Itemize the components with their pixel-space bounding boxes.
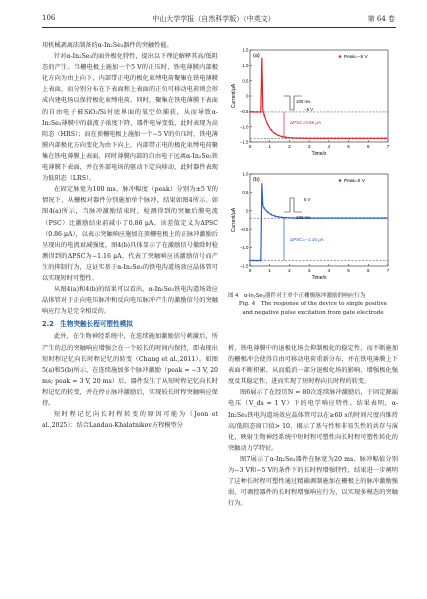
data-point bbox=[377, 137, 379, 139]
data-point bbox=[359, 217, 361, 219]
data-point bbox=[263, 114, 265, 116]
series-line bbox=[250, 183, 388, 260]
data-point bbox=[317, 137, 319, 139]
data-point bbox=[313, 217, 315, 219]
y-tick-label: −1.0 bbox=[239, 124, 249, 130]
data-point bbox=[299, 137, 301, 139]
y-axis-label: Current/μA bbox=[231, 83, 237, 109]
caption-english-line2: and negative pulse excitation from gate electrode bbox=[242, 309, 384, 316]
data-point bbox=[363, 137, 365, 139]
legend-marker bbox=[339, 55, 342, 58]
right-column bbox=[228, 343, 398, 509]
legend-label: Peak=5 V bbox=[344, 179, 365, 184]
data-point bbox=[373, 217, 375, 219]
x-tick-label: 0 bbox=[248, 144, 252, 149]
volume-label: 第 64 卷 bbox=[367, 15, 395, 23]
y-tick-label: −1.5 bbox=[239, 139, 249, 145]
data-point bbox=[327, 217, 329, 219]
y-axis-label: Current/μA bbox=[231, 207, 237, 233]
data-point bbox=[270, 214, 272, 216]
plot-frame bbox=[250, 50, 388, 142]
data-point bbox=[324, 217, 326, 219]
panel-label: (a) bbox=[253, 53, 260, 59]
data-point bbox=[352, 217, 354, 219]
data-point bbox=[313, 137, 315, 139]
data-point bbox=[331, 217, 333, 219]
data-point bbox=[352, 137, 354, 139]
data-point bbox=[281, 216, 283, 218]
y-tick-label: −0.5 bbox=[239, 108, 249, 114]
figure-4 bbox=[228, 42, 398, 290]
data-point bbox=[359, 137, 361, 139]
body-paragraph: 图6展示了在经历N = 80次连续脉冲激励后，于固定源漏电压（V_ds = 1 V）下的电学响应特性。结果表明，α-In₂Se₃铁电沟道场效应晶体管可以在≥60 s的时间尺度内维持高/低阻态窗口值> 10，揭示了基与性和非易失性的共存与演化，映射生物神经系统中短时程可塑性向长时程可塑性转化的突触动力学特征。 bbox=[228, 389, 398, 452]
data-point bbox=[320, 137, 322, 139]
data-point bbox=[274, 132, 276, 134]
data-point bbox=[249, 111, 251, 113]
delta-psc-annotation: ΔPSC=0.86 μA bbox=[290, 120, 322, 125]
data-point bbox=[331, 137, 333, 139]
data-point bbox=[260, 111, 262, 113]
data-point bbox=[267, 124, 269, 126]
y-tick-label: 1.0 bbox=[242, 62, 249, 68]
section-heading: 2.2 生物突触长程可塑性模拟 bbox=[42, 320, 133, 329]
data-point bbox=[334, 137, 336, 139]
y-tick-label: −1.5 bbox=[239, 263, 249, 269]
data-point bbox=[263, 207, 265, 209]
x-tick-label: 7 bbox=[386, 144, 390, 149]
body-paragraph: 图7展示了α-In₂Se₃器件在脉宽为20 ms、脉冲幅值分别为−3 V和−5 V的条件下的长时程增强特性，结果进一步阐明了这种长时程可塑性通过精确调制施加在栅极上的脉冲激励强弱，可调控器件的长时程增强响应行为，以实现多模态的突触行为。 bbox=[228, 455, 398, 508]
delta-psc-annotation: ΔPSC=−1.16 μA bbox=[290, 237, 324, 242]
data-point bbox=[249, 260, 251, 262]
data-point bbox=[327, 137, 329, 139]
x-tick-label: 3 bbox=[307, 144, 311, 149]
data-point bbox=[302, 137, 304, 139]
pulse-level-label: −5 V bbox=[304, 107, 314, 112]
y-tick-label: −1.0 bbox=[239, 245, 249, 251]
data-point bbox=[292, 217, 294, 219]
data-point bbox=[274, 215, 276, 217]
data-point bbox=[285, 136, 287, 138]
caption-english-line1: Fig. 4 The response of the device to single positive bbox=[238, 301, 388, 308]
data-point bbox=[288, 137, 290, 139]
x-tick-label: 0 bbox=[248, 268, 252, 273]
data-point bbox=[320, 217, 322, 219]
data-point bbox=[334, 217, 336, 219]
data-point bbox=[356, 137, 358, 139]
data-point bbox=[348, 137, 350, 139]
data-point bbox=[370, 217, 372, 219]
x-tick-label: 1 bbox=[268, 268, 271, 273]
data-point bbox=[345, 217, 347, 219]
pulse-width-label: 100 ms bbox=[296, 215, 311, 220]
data-point bbox=[256, 111, 258, 113]
data-point bbox=[345, 137, 347, 139]
data-point bbox=[309, 137, 311, 139]
y-tick-label: 0 bbox=[246, 93, 249, 99]
x-tick-label: 1 bbox=[268, 144, 271, 149]
x-axis-label: Time/s bbox=[311, 151, 327, 157]
figure-4-plots bbox=[228, 42, 398, 290]
caption-chinese: 图 4 α-In₂Se₃器件对于单个正栅极脉冲激励的响应行为 bbox=[228, 293, 366, 299]
data-point bbox=[341, 137, 343, 139]
data-point bbox=[380, 137, 382, 139]
data-point bbox=[348, 217, 350, 219]
data-point bbox=[292, 137, 294, 139]
data-point bbox=[338, 137, 340, 139]
pulse-level-label: 5 V bbox=[304, 197, 311, 202]
journal-title: 中山大学学报（自然科学版）（中英文） bbox=[152, 15, 275, 23]
data-point bbox=[377, 217, 379, 219]
y-tick-label: 1.5 bbox=[242, 47, 249, 53]
legend-label: Peak=−5 V bbox=[344, 55, 368, 60]
data-point bbox=[363, 217, 365, 219]
body-paragraph: 针对α-In₂Se₃的面外极化特性，提出以下理论解释其高/低阻态的产生。当栅电极上施加一个5 V的正压时，铁电薄膜内部极化方向为由上向下，内部带正电的极化束缚电荷聚集在铁电薄膜上表面，而分别分布在下表面和上表面的正负可移动电荷则会形成内建电场以保持极化束缚电荷。同时，聚集在铁电薄膜下表面的自由电子被SiO₂/Si衬底界面的氧空位捕获，从而导致α-In₂Se₃薄膜中的载流子浓度下降，器件电导变低，此时表现为高阻态（HRS）；而在顶栅电极上施加一个−5 V的负压时，铁电薄膜内部极化方向变化为由下向上，内部带正电的极化束缚电荷聚集在铁电薄膜上表面，同时薄膜内部的自由电子远离α-In₂Se₃铁电薄膜下表面，并在外部电场的驱动下定向移动，此时器件表现为低阻态（LRS）。 bbox=[42, 53, 218, 183]
panel-label: (b) bbox=[253, 177, 260, 183]
body-paragraph: 在固定脉宽为100 ms，脉冲幅度（peak）分别为±5 V的情况下，从栅极对器件分别施加单个脉冲，结果如图4所示。如图4(a)所示，当脉冲激励结束时，检测得到的突触后膜电流（PSC）比激励结束前减小了0.86 μA，该差值定义为ΔPSC（0.86 μA），以表示突触响应施加在顶栅电极上的正脉冲激励后呈现出的电流衰减强度。图4(b)具体显示了在激励信号撤除时检测得到的ΔPSC为−1.16 μA，代表了突触响应该激励信号而产生的抑制行为，这证实基于α-In₂Se₃的铁电沟道场效应晶体管可以实现短时可塑性。 bbox=[42, 186, 218, 282]
data-point bbox=[366, 217, 368, 219]
data-point bbox=[253, 260, 255, 262]
data-point bbox=[380, 217, 382, 219]
body-paragraph: 此外，在生物神经系统中，在连续施加激励信号刺激后，所产生的总的突触响应增强会在一个较长的时间内保持，即表现出短时程记忆向长时程记忆的转变（Chang et al.,2011）。如图5(a)和5(b)所示，在连续施加多个脉冲激励（peak = −3 V, 20 ms; peak = 3 V, 20 ms）后，器件发生了从短时程记忆向长时程记忆的转变，并在停止脉冲激励后，实现较长时程突触响应保持。 bbox=[42, 333, 218, 407]
data-point bbox=[267, 211, 269, 213]
x-tick-label: 5 bbox=[347, 144, 350, 149]
data-point bbox=[324, 137, 326, 139]
data-point bbox=[260, 260, 262, 262]
x-tick-label: 2 bbox=[288, 144, 291, 149]
data-point bbox=[285, 217, 287, 219]
y-tick-label: 0.5 bbox=[242, 78, 249, 84]
x-tick-label: 4 bbox=[327, 268, 331, 273]
x-tick-label: 3 bbox=[307, 268, 311, 273]
data-point bbox=[366, 137, 368, 139]
left-column bbox=[42, 40, 218, 431]
data-point bbox=[317, 217, 319, 219]
data-point bbox=[384, 137, 386, 139]
data-point bbox=[277, 134, 279, 136]
x-axis-label: Time/s bbox=[311, 275, 327, 281]
series-line bbox=[250, 58, 388, 139]
data-point bbox=[295, 137, 297, 139]
pulse-width-label: 100 ms bbox=[296, 99, 311, 104]
x-tick-label: 6 bbox=[367, 144, 370, 149]
data-point bbox=[338, 217, 340, 219]
data-point bbox=[256, 260, 258, 262]
data-point bbox=[270, 129, 272, 131]
body-paragraph: 析，铁电薄膜中的退极化场会抑制极化的稳定性，而不断施加的栅极冲会使得自由可移动电荷重新分布，并在铁电薄膜上下表面不断积累，从而抵消一部分退极化场的影响，增强极化强度及其稳定性，进而实现了短时程向长时程的转变。 bbox=[228, 345, 398, 386]
y-tick-label: −0.5 bbox=[239, 226, 249, 232]
running-header bbox=[0, 14, 427, 28]
x-tick-label: 2 bbox=[288, 268, 291, 273]
legend-marker bbox=[339, 179, 342, 182]
data-point bbox=[281, 136, 283, 138]
x-tick-label: 7 bbox=[386, 268, 390, 273]
body-paragraph: 用机械剥离法制备的α-In₂Se₃器件的突触性能。 bbox=[42, 42, 173, 49]
data-point bbox=[277, 216, 279, 218]
x-tick-label: 5 bbox=[347, 268, 350, 273]
data-point bbox=[306, 137, 308, 139]
header-rule bbox=[42, 27, 396, 28]
pulse-waveform bbox=[284, 198, 302, 212]
data-point bbox=[370, 137, 372, 139]
body-paragraph: 短时程记忆向长时程转变的原因可能为（Jeon et al.,2025）：结合Landau-Khalatnikov方程模型分 bbox=[42, 411, 218, 430]
body-paragraph: 从图4(a)和4(b)的结果可以看出，α-In₂Se₃铁电沟道场效应晶体管对于正向电压脉冲和反向电压脉冲产生的激励信号的突触响应行为是完全相反的。 bbox=[42, 286, 218, 316]
data-point bbox=[253, 111, 255, 113]
y-tick-label: 0.5 bbox=[242, 190, 249, 195]
page-number: 106 bbox=[42, 14, 56, 22]
x-tick-label: 4 bbox=[327, 144, 331, 149]
data-point bbox=[288, 217, 290, 219]
data-point bbox=[356, 217, 358, 219]
data-point bbox=[341, 217, 343, 219]
y-tick-label: 1.0 bbox=[242, 171, 249, 177]
plot-frame bbox=[250, 174, 388, 266]
x-tick-label: 6 bbox=[367, 268, 370, 273]
data-point bbox=[384, 217, 386, 219]
data-point bbox=[373, 137, 375, 139]
figure-caption bbox=[228, 292, 398, 317]
y-tick-label: 0 bbox=[246, 208, 249, 214]
